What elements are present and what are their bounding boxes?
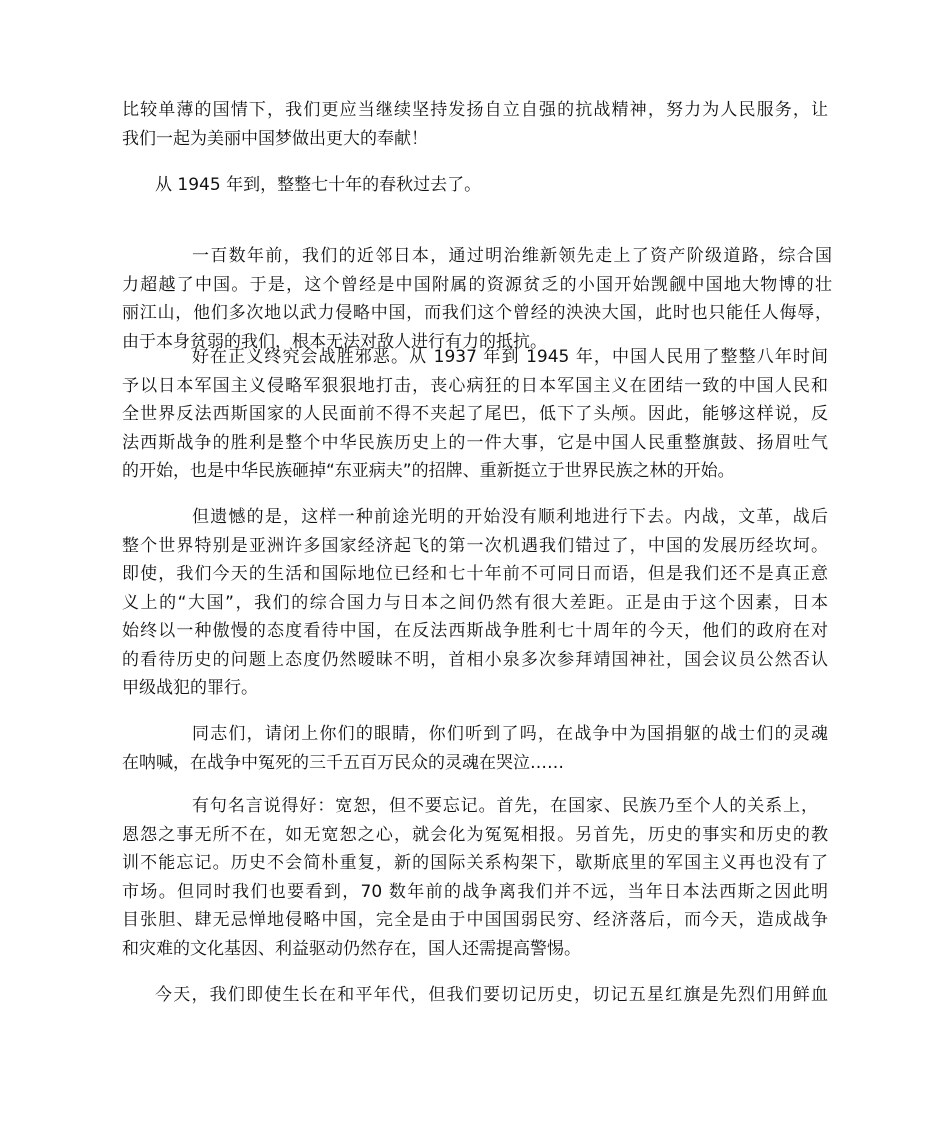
paragraph-line: 但遗憾的是，这样一种前途光明的开始没有顺利地进行下去。内战，文革，战后 [192, 507, 828, 527]
paragraph-3 [122, 242, 832, 356]
paragraph-7 [122, 792, 828, 963]
paragraph-line: 目张胆、肆无忌惮地侵略中国，完全是由于中国国弱民穷、经济落后，而今天，造成战争 [122, 910, 828, 930]
paragraph-line: 从 1945 年到，整整七十年的春秋过去了。 [155, 175, 482, 195]
paragraph-line: 一百数年前，我们的近邻日本，通过明治维新领先走上了资产阶级道路，综合国 [192, 246, 832, 266]
paragraph-4 [122, 343, 828, 486]
paragraph-line: 有句名言说得好：宽恕，但不要忘记。首先，在国家、民族乃至个人的关系上， [192, 796, 818, 816]
paragraph-line: 法西斯战争的胜利是整个中华民族历史上的一件大事，它是中国人民重整旗鼓、扬眉吐气 [122, 432, 828, 453]
paragraph-line: 和灾难的文化基因、利益驱动仍然存在，国人还需提高警惕。 [122, 938, 581, 959]
paragraph-2 [155, 171, 835, 200]
paragraph-line: 整个世界特别是亚洲许多国家经济起飞的第一次机遇我们错过了，中国的发展历经坎坷。 [122, 535, 828, 556]
paragraph-line: 予以日本军国主义侵略军狠狠地打击，丧心病狂的日本军国主义在团结一致的中国人民和 [122, 375, 828, 396]
paragraph-line: 在呐喊，在战争中冤死的三千五百万民众的灵魂在哭泣…… [122, 752, 564, 773]
paragraph-1 [122, 96, 828, 153]
paragraph-line: 好在正义终究会战胜邪恶。从 1937 年到 1945 年，中国人民用了整整八年时间 [192, 347, 828, 367]
paragraph-line: 今天，我们即使生长在和平年代，但我们要切记历史，切记五星红旗是先烈们用鲜血 [155, 985, 828, 1005]
paragraph-line: 丽江山，他们多次地以武力侵略中国，而我们这个曾经的泱泱大国，此时也只能任人侮辱， [122, 303, 832, 323]
paragraph-line: 同志们，请闭上你们的眼睛，你们听到了吗，在战争中为国捐躯的战士们的灵魂 [192, 724, 828, 744]
paragraph-line: 我们一起为美丽中国梦做出更大的奉献！ [122, 128, 428, 149]
paragraph-line: 比较单薄的国情下，我们更应当继续坚持发扬自立自强的抗战精神，努力为人民服务，让 [122, 100, 828, 120]
paragraph-8 [155, 981, 828, 1010]
paragraph-line: 力超越了中国。于是，这个曾经是中国附属的资源贫乏的小国开始觊觎中国地大物博的壮 [122, 274, 832, 295]
paragraph-line: 甲级战犯的罪行。 [122, 678, 258, 698]
paragraph-line: 的看待历史的问题上态度仍然暧昧不明，首相小泉多次参拜靖国神社，国会议员公然否认 [122, 649, 828, 670]
paragraph-line: 市场。但同时我们也要看到，70 数年前的战争离我们并不远，当年日本法西斯之因此明 [122, 881, 828, 902]
paragraph-6 [122, 720, 828, 777]
paragraph-line: 全世界反法西斯国家的人民面前不得不夹起了尾巴，低下了头颅。因此，能够这样说，反 [122, 404, 828, 424]
paragraph-line: 的开始，也是中华民族砸掉“东亚病夫”的招牌、重新挺立于世界民族之林的开始。 [122, 461, 735, 481]
paragraph-5 [122, 503, 828, 703]
paragraph-line: 由于本身贫弱的我们，根本无法对敌人进行有力的抵抗。 [122, 331, 547, 352]
paragraph-line: 义上的“大国”，我们的综合国力与日本之间仍然有很大差距。正是由于这个因素，日本 [122, 592, 828, 613]
paragraph-line: 训不能忘记。历史不会简朴重复，新的国际关系构架下，歇斯底里的军国主义再也没有了 [122, 853, 828, 873]
paragraph-line: 即使，我们今天的生活和国际地位已经和七十年前不可同日而语，但是我们还不是真正意 [122, 564, 828, 584]
paragraph-line: 始终以一种傲慢的态度看待中国，在反法西斯战争胜利七十周年的今天，他们的政府在对 [122, 621, 828, 641]
paragraph-line: 恩怨之事无所不在，如无宽恕之心，就会化为冤冤相报。另首先，历史的事实和历史的教 [122, 824, 828, 845]
